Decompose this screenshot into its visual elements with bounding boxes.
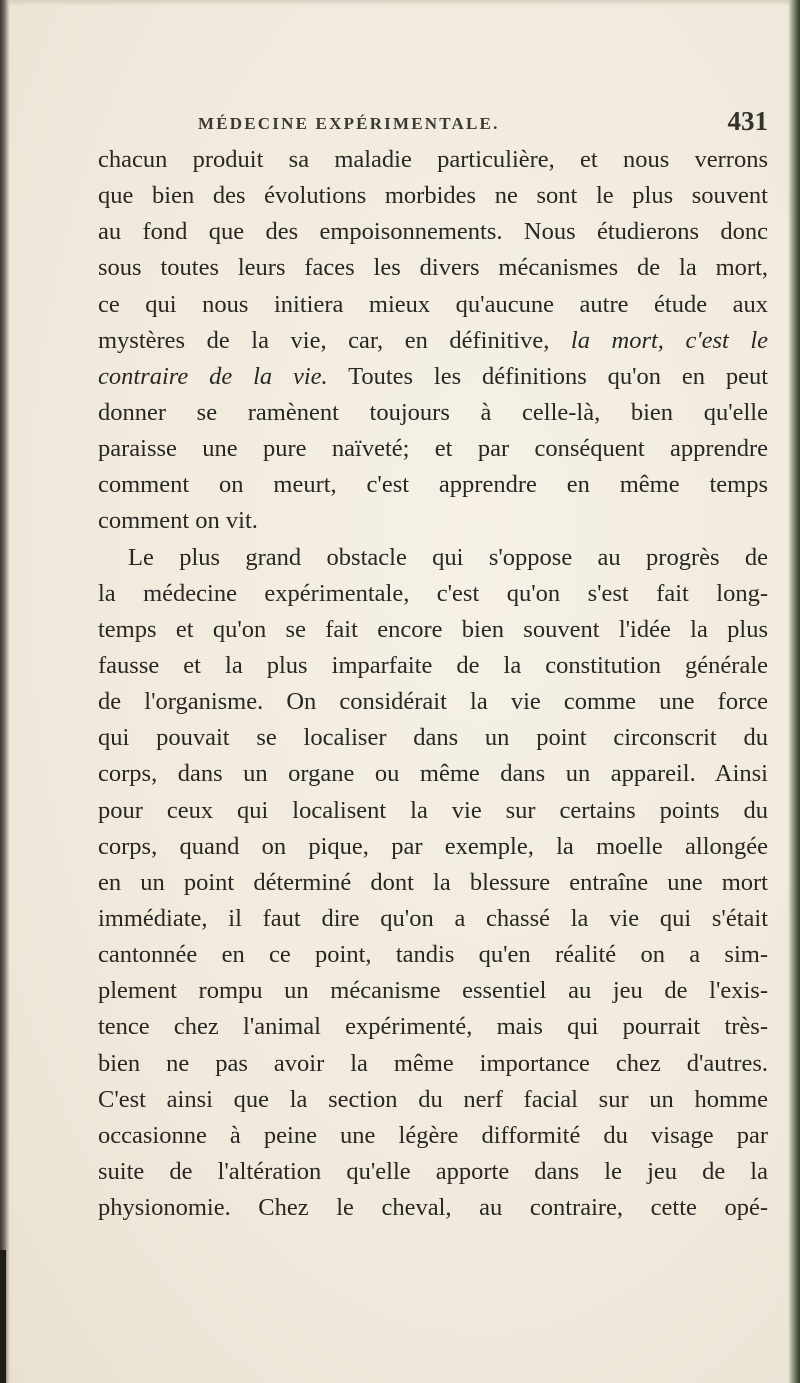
italic-phrase: la mort, c'est le <box>570 326 768 354</box>
text-line: bien ne pas avoir la même importance chez d'autres. <box>98 1049 768 1077</box>
text-line: cantonnée en ce point, tandis qu'en réalité on a sim- <box>98 941 768 969</box>
text-line <box>98 323 768 359</box>
text-line: occasionne à peine une légère difformité du visage par <box>98 1121 768 1149</box>
text-line <box>98 359 768 395</box>
running-head-title: MÉDECINE EXPÉRIMENTALE. <box>198 114 500 133</box>
text-line: temps et qu'on se fait encore bien souvent l'idée la plus <box>98 615 768 643</box>
text-line: suite de l'altération qu'elle apporte dans le jeu de la <box>98 1157 768 1185</box>
body-text <box>98 142 768 1226</box>
text-line: donner se ramènent toujours à celle-là, bien qu'elle <box>98 398 768 426</box>
text-line: tence chez l'animal expérimenté, mais qui pourrait très- <box>98 1013 768 1041</box>
page-left-edge <box>0 0 10 1383</box>
text-line: sous toutes leurs faces les divers mécanismes de la mort, <box>98 254 768 282</box>
text-segment: Toutes les définitions qu'on en peut <box>348 362 768 390</box>
text-line: comment on vit. <box>98 507 258 535</box>
text-line: que bien des évolutions morbides ne sont le plus souvent <box>98 182 768 210</box>
text-line: au fond que des empoisonnements. Nous étudierons donc <box>98 218 768 246</box>
page-number: 431 <box>727 106 768 136</box>
text-line: en un point déterminé dont la blessure entraîne une mort <box>98 868 768 896</box>
text-line: pour ceux qui localisent la vie sur certains points du <box>98 796 768 824</box>
text-line: Le plus grand obstacle qui s'oppose au progrès de <box>128 543 768 571</box>
running-head <box>98 102 768 142</box>
text-line: plement rompu un mécanisme essentiel au jeu de l'exis- <box>98 977 768 1005</box>
text-segment: mystères de la vie, car, en définitive, <box>98 326 550 354</box>
text-line: qui pouvait se localiser dans un point circonscrit du <box>98 724 768 752</box>
text-line: chacun produit sa maladie particulière, et nous verrons <box>98 146 768 173</box>
page-left-binding-shadow <box>0 1250 6 1383</box>
text-line: immédiate, il faut dire qu'on a chassé la vie qui s'était <box>98 904 768 932</box>
text-line: corps, dans un organe ou même dans un appareil. Ainsi <box>98 760 768 788</box>
text-line: la médecine expérimentale, c'est qu'on s'est fait long- <box>98 579 768 607</box>
page-right-edge <box>788 0 800 1383</box>
text-line: ce qui nous initiera mieux qu'aucune autre étude aux <box>98 290 768 318</box>
text-line: paraisse une pure naïveté; et par conséquent apprendre <box>98 435 768 463</box>
text-line: de l'organisme. On considérait la vie comme une force <box>98 688 768 716</box>
text-line: fausse et la plus imparfaite de la constitution générale <box>98 651 768 679</box>
text-line: comment on meurt, c'est apprendre en même temps <box>98 471 768 499</box>
italic-phrase: contraire de la vie. <box>98 362 328 390</box>
page-top-edge <box>0 0 800 6</box>
text-line: corps, quand on pique, par exemple, la moelle allongée <box>98 832 768 860</box>
text-line: C'est ainsi que la section du nerf facial sur un homme <box>98 1085 768 1113</box>
text-line: physionomie. Chez le cheval, au contraire, cette opé- <box>98 1194 768 1222</box>
